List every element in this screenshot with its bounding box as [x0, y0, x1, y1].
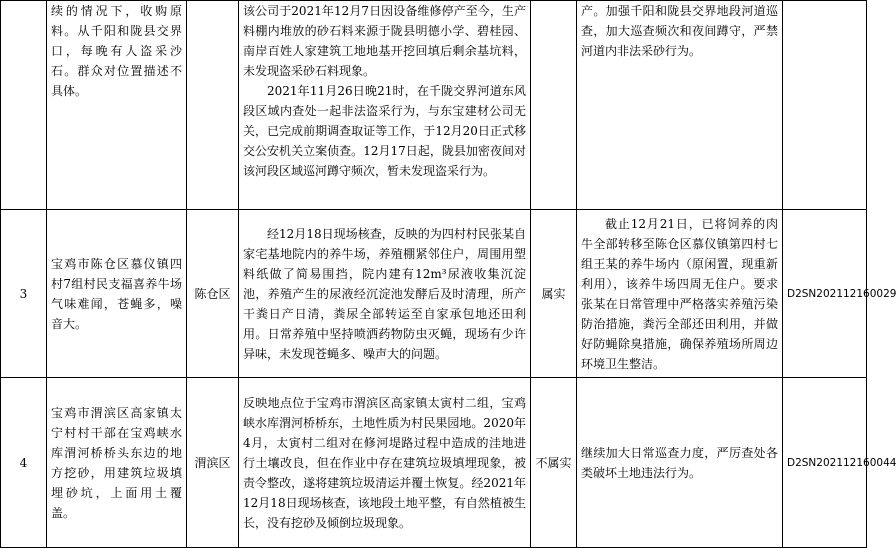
verdict-cell [531, 1, 577, 210]
code-cell: D2SN202112160029 [783, 210, 867, 378]
findings-paragraph: 该公司于2021年12月7日因设备维修停产至今，生产料棚内堆放的砂石料来源于陇县明德小学、碧桂园、南岸百姓人家建筑工地地基开挖回填后剩余基坑料，未发现盗采砂石料现象。 [243, 4, 526, 78]
measures-cell: 截止12月21日，已将饲养的肉牛全部转移至陈仓区慕仪镇第四村七组王某的养牛场内（原闲置，现重新利用），该养牛场四周无住户。要求张某在日常管理中严格落实养殖污染防治措施，粪污全部还田利用，并做好防蝇除臭措施，确保养殖场所周边环境卫生整洁。 [577, 210, 783, 378]
measures-cell: 继续加大日常巡查力度，严厉查处各类破坏土地违法行为。 [577, 378, 783, 548]
district-cell [187, 1, 239, 210]
issue-cell: 续的情况下，收购原料。从千阳和陇县交界口，每晚有人盗采沙石。群众对位置描述不具体。 [47, 1, 187, 210]
table-row [1, 1, 867, 210]
findings-paragraph: 经12月18日现场核查，反映的为四村村民张某自家宅基地院内的养牛场，养殖棚紧邻住户，周围用塑料纸做了简易围挡，院内建有12m³尿液收集沉淀池，养殖产生的尿液经沉淀池发酵后及时清理，所产干粪日产日清，粪尿全部转运至自家承包地还田利用。日常养殖中坚持喷洒药物防虫灭蝇，现场有少许异味，未发现苍蝇多、噪声大的问题。 [243, 226, 526, 361]
code-cell: D2SN202112160044 [783, 378, 867, 548]
issue-cell: 宝鸡市渭滨区高家镇太宁村村干部在宝鸡峡水库渭河桥桥头东边的地方挖砂，用建筑垃圾填埋砂坑，上面用土覆盖。 [47, 378, 187, 548]
table-row [1, 210, 867, 378]
table-row [1, 378, 867, 548]
district-cell: 渭滨区 [187, 378, 239, 548]
findings-cell [239, 378, 531, 548]
code-cell [783, 1, 867, 210]
row-number [1, 1, 47, 210]
findings-cell [239, 210, 531, 378]
verdict-cell: 属实 [531, 210, 577, 378]
findings-paragraph: 反映地点位于宝鸡市渭滨区高家镇太寅村二组，宝鸡峡水库渭河桥桥东，土地性质为村民果园地。2020年4月，太寅村二组对在修河堤路过程中造成的洼地进行土壤改良，但在作业中存在建筑垃圾填埋现象，被责令整改，遂将建筑垃圾清运并覆土恢复。经2021年12月18日现场核查，该地段土地平整，有自然植被生长，没有挖砂及倾倒垃圾现象。 [243, 395, 526, 530]
row-number: 4 [1, 378, 47, 548]
findings-cell [239, 1, 531, 210]
measures-cell: 产。加强千阳和陇县交界地段河道巡查，加大巡查频次和夜间蹲守，严禁河道内非法采砂行为。 [577, 1, 783, 210]
district-cell: 陈仓区 [187, 210, 239, 378]
issue-cell: 宝鸡市陈仓区慕仪镇四村7组村民支福喜养牛场气味难闻，苍蝇多，噪音大。 [47, 210, 187, 378]
row-number: 3 [1, 210, 47, 378]
findings-paragraph: 2021年11月26日晚21时，在千陇交界河道东风段区域内查处一起非法盗采行为，与东宝建材公司无关，已完成前期调查取证等工作，于12月20日正式移交公安机关立案侦查。12月17日起，陇县加密夜间对该河段区域巡河蹲守频次，暂未发现盗采行为。 [243, 84, 526, 178]
verdict-cell: 不属实 [531, 378, 577, 548]
